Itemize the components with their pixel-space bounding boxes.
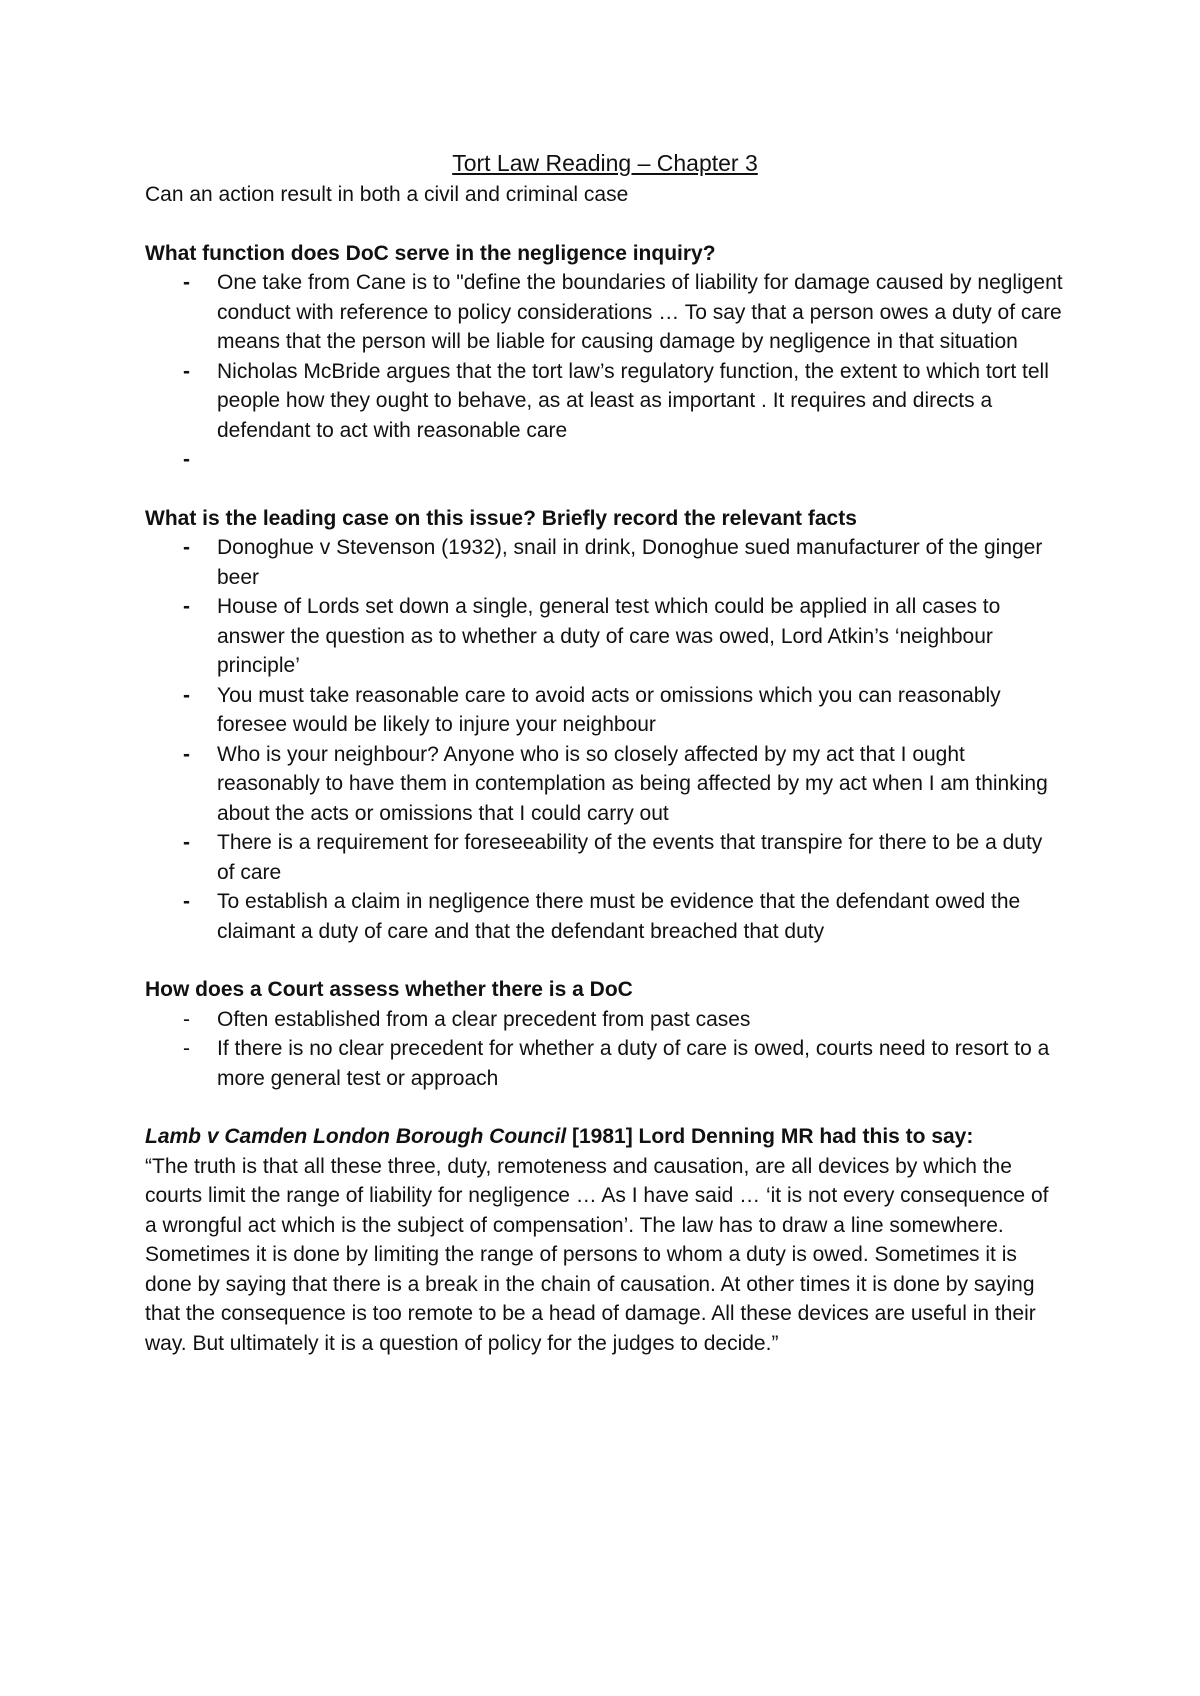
dash-bullet: - — [183, 359, 190, 383]
list-item-text: There is a requirement for foreseeability of the events that transpire for there to be a duty of care — [217, 831, 1043, 884]
list-item-text: Who is your neighbour? Anyone who is so closely affected by my act that I ought reasonably to have them in contemplation as being affected by my act when I am thinking about the acts or omissions that I could carry out — [217, 742, 1048, 825]
document-title: Tort Law Reading – Chapter 3 — [452, 150, 758, 176]
list-item-text: One take from Cane is to "define the boundaries of liability for damage caused by negligent conduct with reference to policy considerations … To say that a person owes a duty of care means that the person will be liable for causing damage by negligence in that situation — [217, 271, 1063, 353]
section-leading-case — [145, 504, 1065, 947]
case-citation: [1981] Lord Denning MR had this to say: — [566, 1125, 974, 1148]
list-item — [145, 887, 1065, 946]
case-name: Lamb v Camden London Borough Council — [145, 1125, 567, 1148]
quote-text: “The truth is that all these three, duty, remoteness and causation, are all devices by which the courts limit the range of liability for negligence … As I have said … ‘it is not every consequence of a wrongful act which is the subject of compensation’. The law has to draw a line somewhere. Sometimes it is done by limiting the range of persons to whom a duty is owed. Sometimes it is done by saying that there is a break in the chain of causation. At other times it is done by saying that the consequence is too remote to be a head of damage. All these devices are useful in their way. But ultimately it is a question of policy for the judges to decide.” — [145, 1154, 1049, 1355]
bullet-list — [145, 533, 1065, 946]
bullet-list — [145, 268, 1065, 475]
dash-bullet: - — [183, 1007, 190, 1031]
document-body — [145, 146, 1065, 1358]
list-item — [145, 1005, 1065, 1035]
section-heading: What is the leading case on this issue? Briefly record the relevant facts — [145, 506, 857, 530]
dash-bullet: - — [183, 1037, 190, 1060]
list-item — [145, 268, 1065, 357]
quote-heading — [145, 1122, 1065, 1152]
section-quote — [145, 1122, 1065, 1358]
list-item-text: If there is no clear precedent for whether a duty of care is owed, courts need to resort to a more general test or approach — [217, 1037, 1050, 1090]
list-item-empty — [145, 445, 1065, 475]
section-court-assessment — [145, 975, 1065, 1093]
list-item — [145, 533, 1065, 592]
list-item-text: You must take reasonable care to avoid acts or omissions which you can reasonably foresee would be likely to injure your neighbour — [217, 683, 1001, 736]
list-item — [145, 681, 1065, 740]
section-heading: What function does DoC serve in the negligence inquiry? — [145, 241, 716, 265]
list-item-text: House of Lords set down a single, general test which could be applied in all cases to answer the question as to whether a duty of care was owed, Lord Atkin’s ‘neighbour principle’ — [217, 595, 1001, 677]
list-item-text: To establish a claim in negligence there must be evidence that the defendant owed the claimant a duty of care and that the defendant breached that duty — [217, 890, 1021, 943]
section-heading: How does a Court assess whether there is a DoC — [145, 978, 633, 1001]
list-item — [145, 1034, 1065, 1093]
section-doc-function — [145, 239, 1065, 475]
list-item-text: Often established from a clear precedent from past cases — [217, 1007, 751, 1031]
dash-bullet: - — [183, 890, 190, 913]
list-item — [145, 740, 1065, 829]
bullet-list — [145, 1005, 1065, 1094]
intro-line: Can an action result in both a civil and criminal case — [145, 183, 629, 206]
dash-bullet: - — [183, 683, 190, 707]
list-item-text: Donoghue v Stevenson (1932), snail in drink, Donoghue sued manufacturer of the ginger beer — [217, 536, 1043, 589]
list-item — [145, 357, 1065, 446]
list-item — [145, 828, 1065, 887]
dash-bullet: - — [183, 271, 190, 294]
dash-bullet: - — [183, 448, 190, 471]
dash-bullet: - — [183, 742, 190, 766]
dash-bullet: - — [183, 536, 190, 559]
list-item-text: Nicholas McBride argues that the tort law’s regulatory function, the extent to which tort tell people how they ought to behave, as at least as important . It requires and directs a defendant to act with reasonable care — [217, 359, 1049, 442]
dash-bullet: - — [183, 595, 190, 618]
list-item — [145, 592, 1065, 681]
dash-bullet: - — [183, 831, 190, 854]
